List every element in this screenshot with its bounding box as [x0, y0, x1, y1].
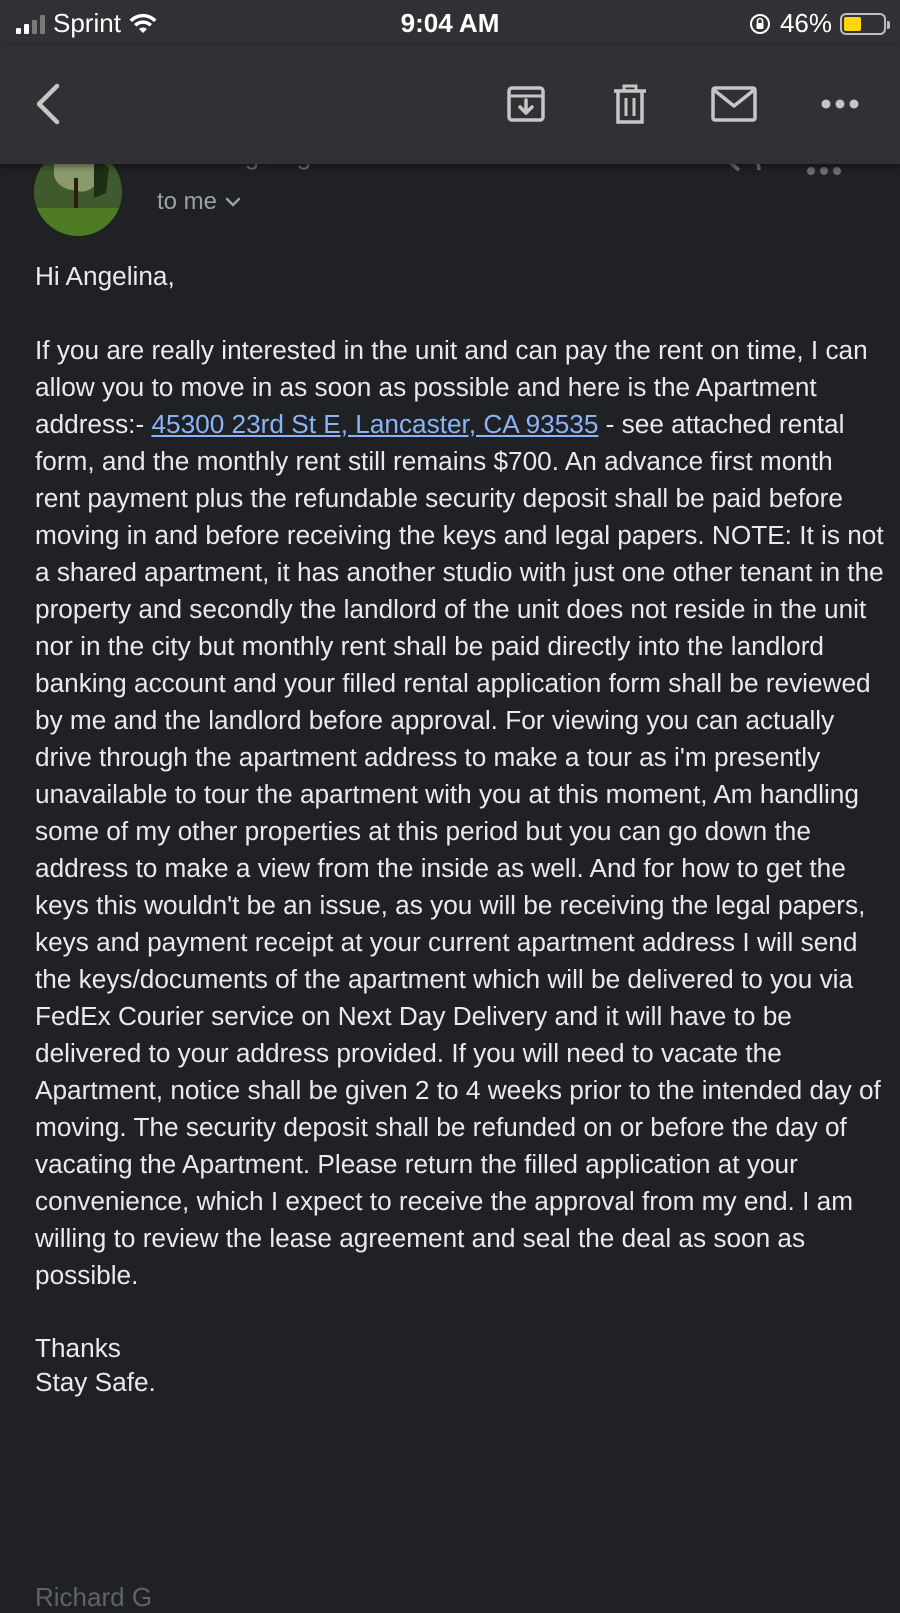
archive-icon: [506, 84, 546, 124]
chevron-down-icon: [225, 197, 241, 207]
email-body: [35, 258, 885, 1399]
mail-icon: [711, 86, 757, 122]
status-right: [748, 8, 886, 39]
back-button[interactable]: [20, 76, 76, 132]
paragraph-text-end: - see attached rental form, and the monthly rent still remains $700. An advance first month rent payment plus the refundable security deposit shall be paid before moving in and before receiving the keys and legal papers. NOTE: It is not a shared apartment, it has another studio with just one other tenant in the property and secondly the landlord of the unit does not reside in the unit nor in the city but monthly rent shall be paid directly into the landlord banking account and your filled rental application form shall be reviewed by me and the landlord before approval. For viewing you can actually drive through the apartment address to make a tour as i'm presently unavailable to tour the apartment with you at this moment, Am handling some of my other properties at this period but you can go down the address to make a view from the inside as well. And for how to get the keys this wouldn't be an issue, as you will be receiving the legal papers, keys and payment receipt at your current apartment address I will send the keys/documents of the apartment which will be delivered to you via FedEx Courier service on Next Day Delivery and it will have to be delivered to your address provided. If you will need to vacate the Apartment, notice shall be given 2 to 4 weeks prior to the intended day of moving. The security deposit shall be refunded on or before the day of vacating the Apartment. Please return the filled application at your convenience, which I expect to receive the approval from my end. I am willing to review the lease agreement and seal the deal as soon as possible.: [35, 409, 884, 1290]
sender-more-icon[interactable]: [806, 166, 842, 176]
address-link[interactable]: 45300 23rd St E, Lancaster, CA 93535: [151, 409, 599, 439]
back-icon: [33, 82, 63, 126]
trash-icon: [612, 83, 648, 125]
carrier-name: Sprint: [53, 8, 121, 38]
more-button[interactable]: [812, 76, 868, 132]
battery-icon: [840, 13, 886, 35]
battery-percent: 46%: [779, 8, 832, 38]
status-time: 9:04 AM: [400, 8, 500, 38]
mark-unread-button[interactable]: [706, 76, 762, 132]
status-bar: [0, 0, 900, 46]
email-toolbar: [0, 46, 900, 164]
email-signoff: [35, 1331, 885, 1399]
archive-button[interactable]: [498, 76, 554, 132]
paragraph-text-start: If you are really interested in the unit and can pay the rent on time, I can allow you to move in as soon as possible and here is the Apartment address:-: [35, 335, 868, 439]
closing-stay-safe: Stay Safe.: [35, 1367, 156, 1397]
recipient-label: to me: [157, 188, 218, 215]
delete-button[interactable]: [602, 76, 658, 132]
email-main-paragraph: [35, 332, 885, 1294]
email-greeting: Hi Angelina,: [35, 261, 175, 291]
orientation-lock-icon: [748, 12, 772, 36]
closing-thanks: Thanks: [35, 1333, 121, 1363]
recipient-details-toggle[interactable]: [157, 188, 241, 216]
signature-name: Richard G: [35, 1582, 153, 1612]
more-icon: [820, 98, 860, 110]
